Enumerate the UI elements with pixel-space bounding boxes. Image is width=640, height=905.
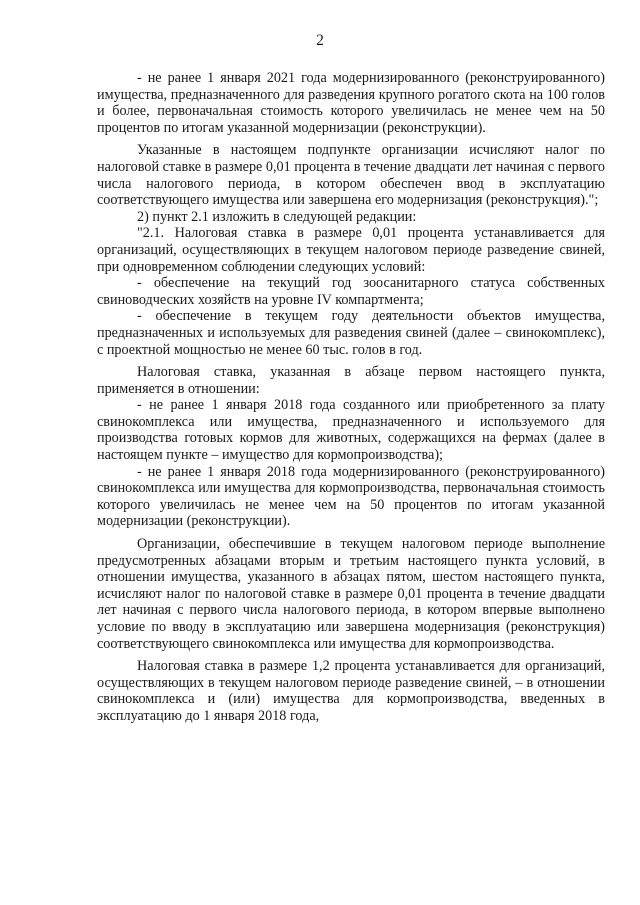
paragraph-6: - обеспечение в текущем году деятельности объектов имущества, предназначенных и используемых для разведения свиней (далее – свинокомплекс), с проектной мощностью не менее 60 тыс. голов в год. [97,308,605,358]
paragraph-11: Налоговая ставка в размере 1,2 процента устанавливается для организаций, осуществляющих в текущем налоговом периоде разведение свиней, – в отношении свинокомплекса и (или) имущества для кормопроизводства, введенных в эксплуатацию до 1 января 2018 года, [97,658,605,724]
document-body [97,70,605,725]
paragraph-7: Налоговая ставка, указанная в абзаце первом настоящего пункта, применяется в отношении: [97,364,605,397]
paragraph-2: Указанные в настоящем подпункте организации исчисляют налог по налоговой ставке в размере 0,01 процента в течение двадцати лет начиная с первого числа налогового периода, в котором обеспечен ввод в эксплуатацию соответствующего имущества или завершена его модернизация (реконструкция)."; [97,142,605,209]
paragraph-1: - не ранее 1 января 2021 года модернизированного (реконструированного) имущества, предназначенного для разведения крупного рогатого скота на 100 голов и более, первоначальная стоимость которого увеличилась не менее чем на 50 процентов по итогам указанной модернизации (реконструкции). [97,70,605,136]
paragraph-4: "2.1. Налоговая ставка в размере 0,01 процента устанавливается для организаций, осуществляющих в текущем налоговом периоде разведение свиней, при одновременном соблюдении следующих условий: [97,225,605,275]
paragraph-3: 2) пункт 2.1 изложить в следующей редакции: [137,208,417,225]
paragraph-8: - не ранее 1 января 2018 года созданного или приобретенного за плату свинокомплекса или имущества, предназначенного и используемого для производства готовых кормов для животных, содержащихся на фермах (далее в настоящем пункте – имущество для кормопроизводства); [97,397,605,464]
paragraph-5: - обеспечение на текущий год зоосанитарного статуса собственных свиноводческих хозяйств на уровне IV компартмента; [97,275,605,308]
page-number: 2 [316,32,324,49]
paragraph-10: Организации, обеспечившие в текущем налоговом периоде выполнение предусмотренных абзацами вторым и третьим настоящего пункта условий, в отношении имущества, указанного в абзацах пятом, шестом настоящего пункта, исчисляют налог по налоговой ставке в размере 0,01 процента в течение двадцати лет начиная с первого числа налогового периода, в котором впервые выполнено условие по вводу в эксплуатацию или завершена модернизация (реконструкция) соответствующего свинокомплекса или имущества для кормопроизводства. [97,536,605,652]
paragraph-9: - не ранее 1 января 2018 года модернизированного (реконструированного) свинокомплекса или имущества для кормопроизводства, первоначальная стоимость которого увеличилась не менее чем на 50 процентов по итогам указанной модернизации (реконструкции). [97,463,605,530]
